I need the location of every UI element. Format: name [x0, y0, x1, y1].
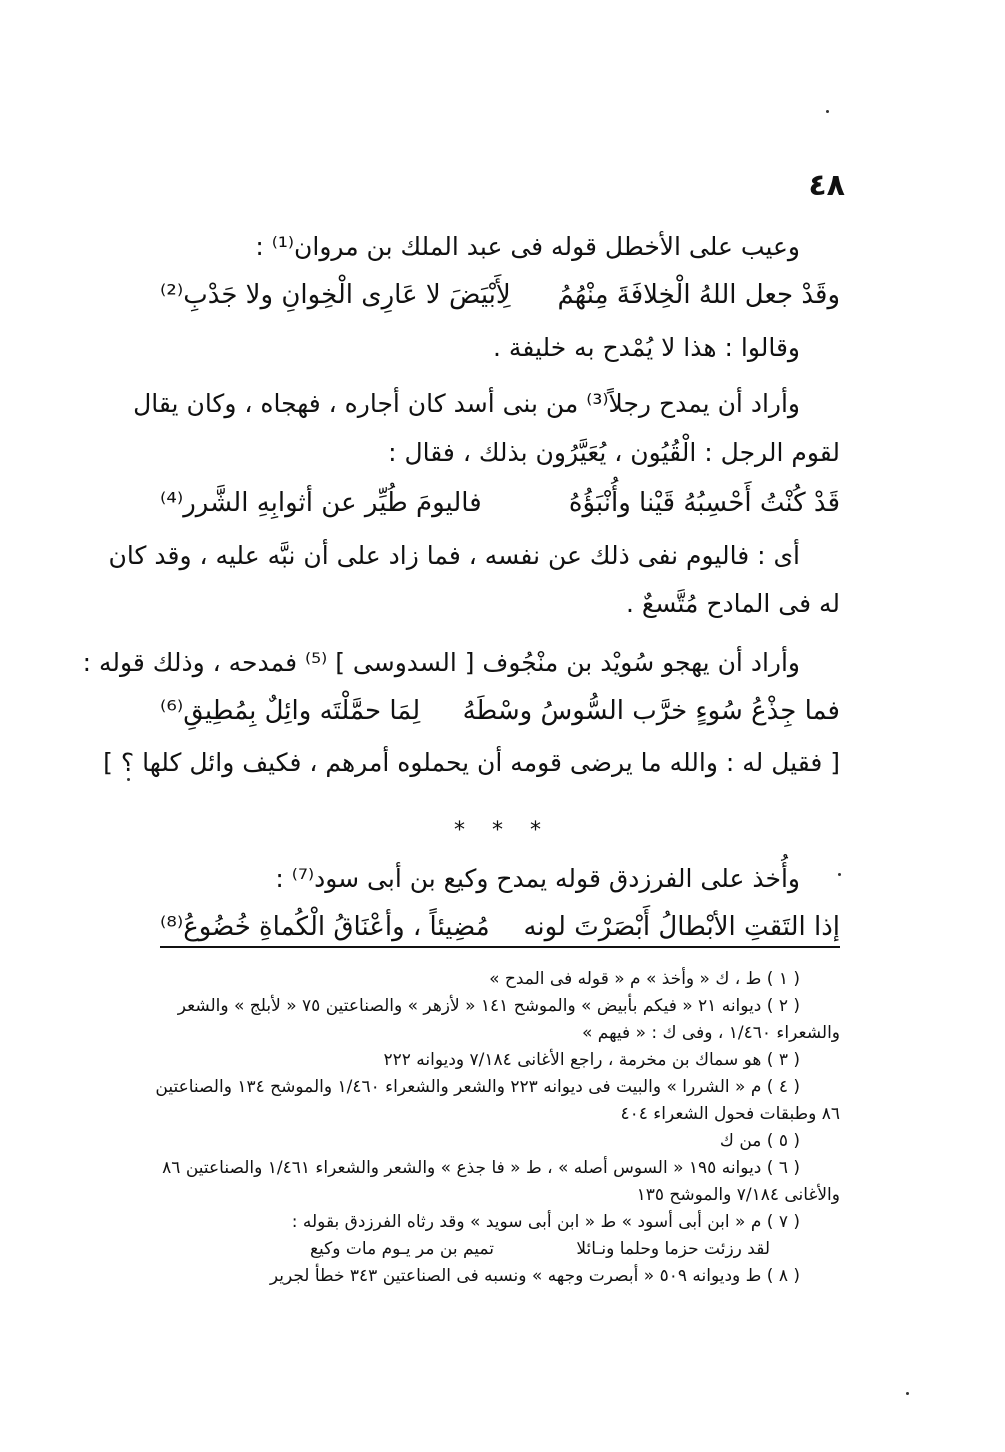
text-line: لقوم الرجل : الْقُيُون ، يُعَيَّرُون بذلك ، فقال :: [388, 438, 840, 467]
text-line: وأراد أن يهجو سُويْد بن منْجُوف [ السدوسى ] ⁽⁵⁾ فمدحه ، وذلك قوله :: [82, 648, 800, 677]
scan-speck: [906, 1392, 909, 1395]
verse-line: [160, 912, 840, 948]
verse-line: [160, 280, 840, 311]
footnote-poem-second-hemistich: تميم بن مر يـوم مات وكيع: [310, 1239, 494, 1259]
scan-speck: [127, 778, 130, 781]
text-line: أى : فاليوم نفى ذلك عن نفسه ، فما زاد على أن نبَّه عليه ، وقد كان: [108, 541, 800, 570]
verse-second-hemistich: مُضِيئاً ، وأعْنَاقُ الْكُماةِ خُضُوعُ⁽⁸⁾: [160, 912, 490, 942]
verse-second-hemistich: فاليومَ طُيِّر عن أثوابِهِ الشَّرر⁽⁴⁾: [160, 488, 482, 518]
footnote: ( ٢ ) ديوانه ٢١ « فيكم بأبيض » والموشح ١٤١ « لأزهر » والصناعتين ٧٥ « لأبلج » والشعر: [177, 996, 800, 1016]
verse-second-hemistich: لِمَا حمَّلْتَه وائِلٌ بِمُطِيقِ⁽⁶⁾: [160, 696, 421, 726]
scan-speck: [826, 110, 829, 113]
text-line: وقالوا : هذا لا يُمْدح به خليفة .: [493, 333, 800, 362]
footnote-continuation: ٨٦ وطبقات فحول الشعراء ٤٠٤: [620, 1104, 840, 1124]
footnote: ( ٧ ) م « ابن أبى أسود » ط « ابن أبى سويد » وقد رثاه الفرزدق بقوله :: [291, 1212, 800, 1232]
footnote: ( ٣ ) هو سماك بن مخرمة ، راجع الأغانى ٧/١٨٤ وديوانه ٢٢٢: [383, 1050, 800, 1070]
section-separator: * * *: [454, 818, 551, 843]
text-line: [ فقيل له : والله ما يرضى قومه أن يحملوه أمرهم ، فكيف وائل كلها ؟ ]: [103, 748, 840, 777]
verse-first-hemistich: فما جِذْعُ سُوءٍ خرَّب السُّوسُ وسْطَهُ: [462, 696, 840, 726]
verse-first-hemistich: وقَدْ جعل اللهُ الْخِلافَةَ مِنْهُمُ: [557, 280, 840, 310]
footnote: ( ٤ ) م « الشررا » والبيت فى ديوانه ٢٢٣ والشعر والشعراء ١/٤٦٠ والموشح ١٣٤ والصناعتين: [155, 1077, 800, 1097]
verse-second-hemistich: لِأَبْيَضَ لا عَارِى الْخِوانِ ولا جَدْبِ⁽²⁾: [160, 280, 511, 310]
footnote-poem-first-hemistich: لقد رزئت حزما وحلما ونـائلا: [576, 1239, 770, 1259]
footnote-continuation: والأغانى ٧/١٨٤ والموشح ١٣٥: [636, 1185, 840, 1205]
footnote: ( ٨ ) ط وديوانه ٥٠٩ « أبصرت وجهه » ونسبه فى الصناعتين ٣٤٣ خطأ لجرير: [269, 1266, 800, 1286]
footnote: ( ٥ ) من ك: [719, 1131, 800, 1151]
text-line: له فى المادح مُتَّسعٌ .: [626, 589, 840, 618]
text-line: وعيب على الأخطل قوله فى عبد الملك بن مروان⁽¹⁾ :: [255, 232, 800, 261]
verse-first-hemistich: إذا التَقتِ الأبْطالُ أَبْصَرْتَ لونه: [523, 912, 840, 942]
footnote-continuation: والشعراء ١/٤٦٠ ، وفى ك : « فيهم »: [581, 1023, 840, 1043]
footnote: ( ٦ ) ديوانه ١٩٥ « السوس أصله » ، ط « فا جذع » والشعر والشعراء ١/٤٦١ والصناعتين ٨٦: [162, 1158, 800, 1178]
footnotes: [155, 966, 840, 1290]
text-line: وأُخذ على الفرزدق قوله يمدح وكيع بن أبى سود⁽⁷⁾ :: [275, 864, 800, 893]
verse-first-hemistich: قَدْ كُنْتُ أَحْسِبُهُ قَيْنا وأُنْبَؤُهُ: [568, 488, 840, 518]
footnote-poem: [160, 1236, 840, 1263]
text-line: وأراد أن يمدح رجلاً⁽³⁾ من بنى أسد كان أجاره ، فهجاه ، وكان يقال: [133, 389, 800, 418]
footnote: ( ١ ) ط ، ك « وأخذ » م « قوله فى المدح »: [489, 969, 800, 989]
verse-line: [160, 696, 840, 727]
page-number: ٤٨: [808, 168, 845, 203]
scan-speck: [838, 873, 841, 876]
verse-line: [160, 488, 840, 519]
